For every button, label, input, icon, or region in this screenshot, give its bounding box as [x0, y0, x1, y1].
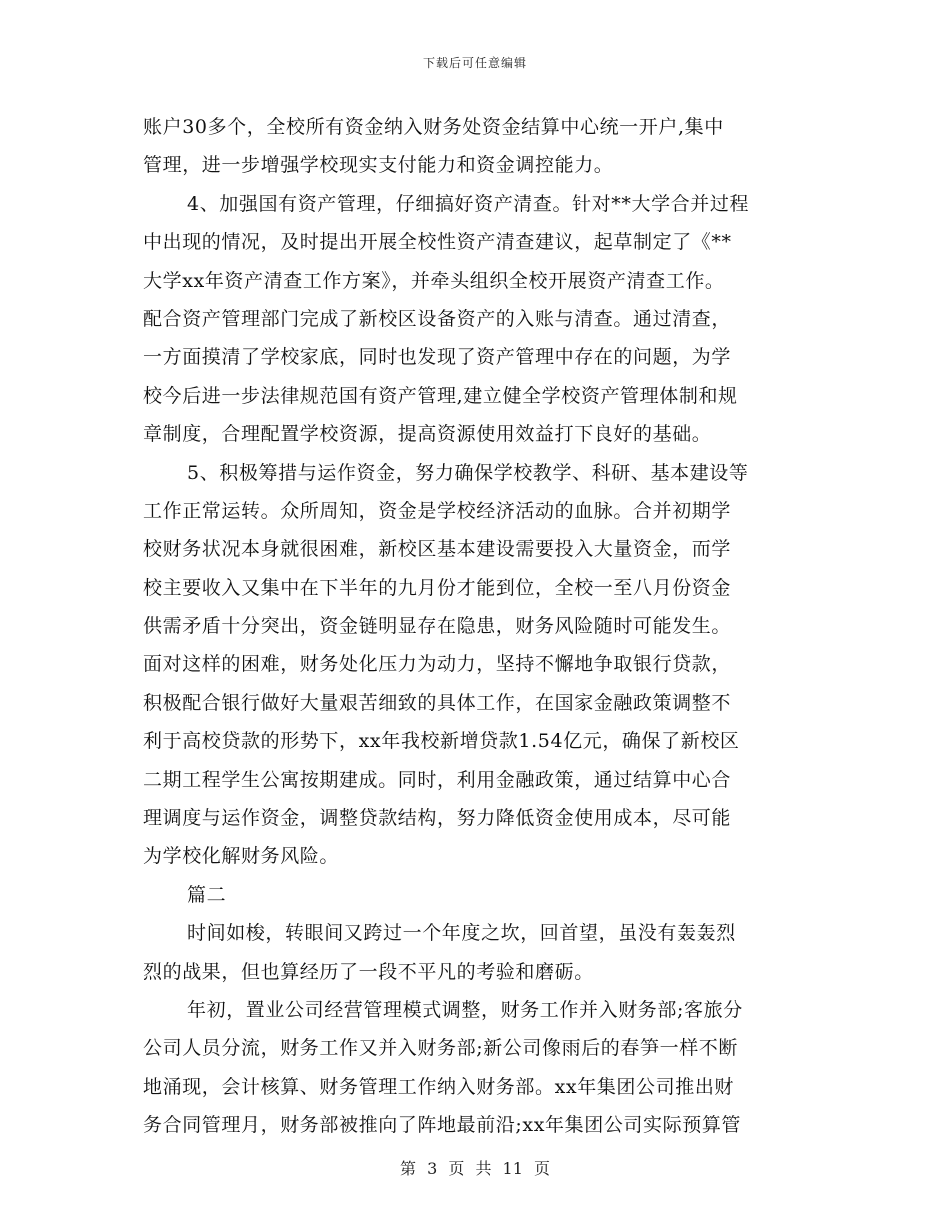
text-line: 务合同管理月，财务部被推向了阵地最前沿;xx年集团公司实际预算管 [143, 1114, 742, 1137]
text-line: 大学xx年资产清查工作方案》，并牵头组织全校开展资产清查工作。 [143, 269, 725, 292]
text-line: 年初，置业公司经营管理模式调整，财务工作并入财务部;客旅分 [187, 998, 743, 1021]
text-line: 积极配合银行做好大量艰苦细致的具体工作，在国家金融政策调整不 [143, 691, 732, 714]
page-header: 下载后可任意编辑 [422, 56, 527, 70]
text-line: 校财务状况本身就很困难，新校区基本建设需要投入大量资金，而学 [143, 538, 732, 561]
text-line: 篇二 [187, 883, 227, 906]
text-line: 二期工程学生公寓按期建成。同时，利用金融政策，通过结算中心合 [143, 768, 732, 791]
text-line: 理调度与运作资金，调整贷款结构，努力降低资金使用成本，尽可能 [143, 807, 732, 830]
text-line: 烈的战果，但也算经历了一段不平凡的考验和磨砺。 [143, 960, 594, 983]
text-line: 中出现的情况，及时提出开展全校性资产清查建议，起草制定了《** [143, 231, 732, 254]
document-body [143, 108, 815, 1145]
page-number-footer: 第 3 页 共 11 页 [400, 1159, 550, 1178]
text-line: 公司人员分流，财务工作又并入财务部;新公司像雨后的春笋一样不断 [143, 1037, 739, 1060]
text-line: 工作正常运转。众所周知，资金是学校经济活动的血脉。合并初期学 [143, 499, 732, 522]
text-line: 面对这样的困难，财务处化压力为动力，坚持不懈地争取银行贷款， [143, 653, 732, 676]
text-line: 章制度，合理配置学校资源，提高资源使用效益打下良好的基础。 [143, 423, 712, 446]
text-line: 地涌现，会计核算、财务管理工作纳入财务部。xx年集团公司推出财 [143, 1075, 735, 1098]
text-line: 校主要收入又集中在下半年的九月份才能到位，全校一至八月份资金 [143, 576, 732, 599]
text-line: 利于高校贷款的形势下，xx年我校新增贷款1.54亿元，确保了新校区 [143, 730, 740, 753]
text-line: 4、加强国有资产管理，仔细搞好资产清查。针对**大学合并过程 [187, 192, 750, 215]
text-line: 为学校化解财务风险。 [143, 845, 340, 868]
text-line: 账户30多个，全校所有资金纳入财务处资金结算中心统一开户,集中 [143, 116, 724, 138]
text-line: 配合资产管理部门完成了新校区设备资产的入账与清查。通过清查， [143, 307, 732, 330]
text-line: 校今后进一步法律规范国有资产管理,建立健全学校资产管理体制和规 [143, 384, 738, 407]
text-line: 供需矛盾十分突出，资金链明显存在隐患，财务风险随时可能发生。 [143, 615, 732, 638]
text-line: 一方面摸清了学校家底，同时也发现了资产管理中存在的问题，为学 [143, 346, 732, 369]
text-line: 时间如梭，转眼间又跨过一个年度之坎，回首望，虽没有轰轰烈 [187, 922, 736, 945]
text-line: 5、积极筹措与运作资金，努力确保学校教学、科研、基本建设等 [187, 461, 749, 484]
text-line: 管理，进一步增强学校现实支付能力和资金调控能力。 [143, 154, 614, 177]
